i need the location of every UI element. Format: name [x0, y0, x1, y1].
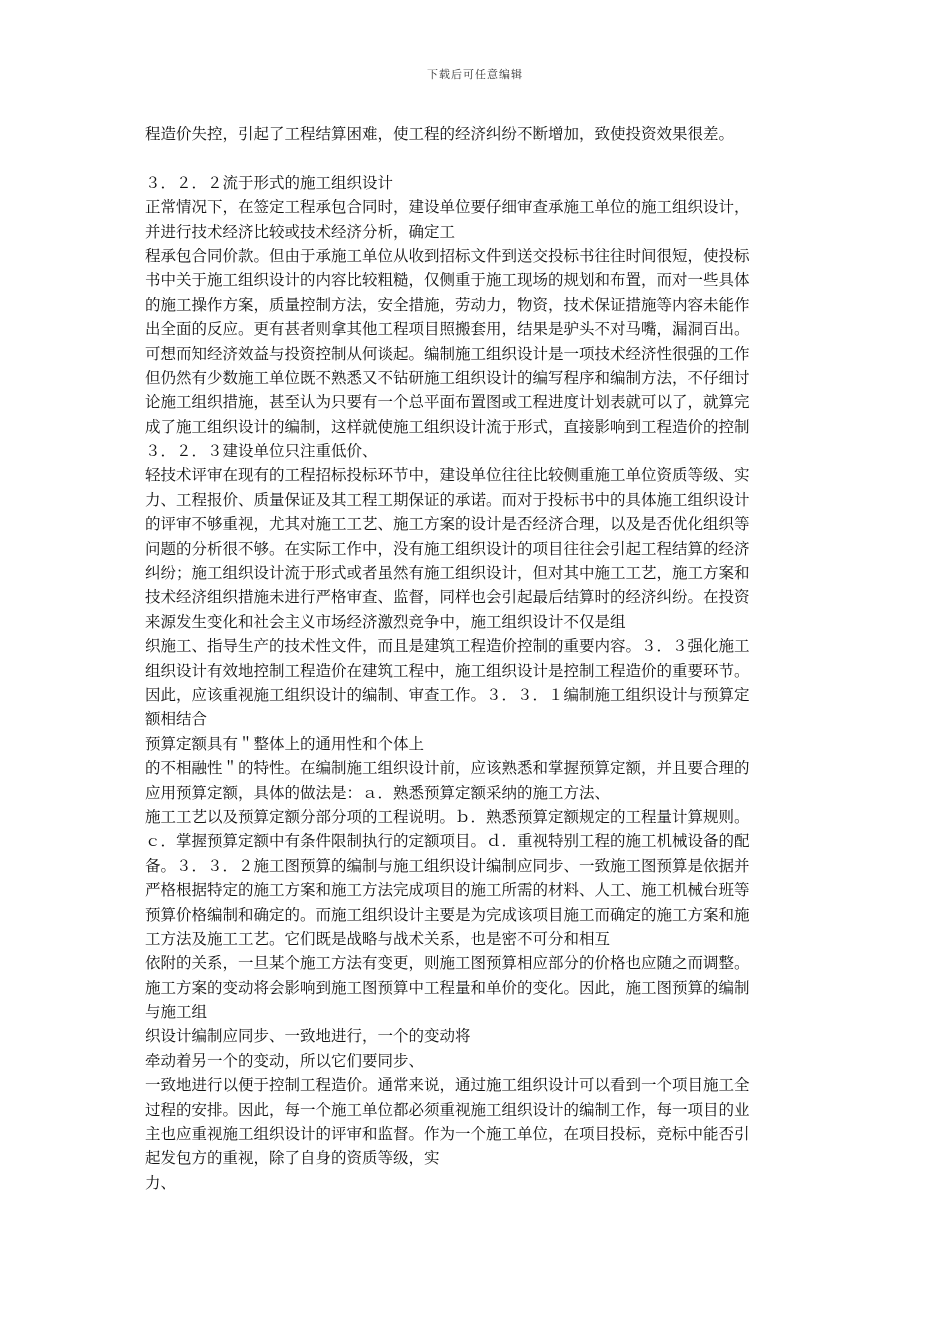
text-line: ３．２．２流于形式的施工组织设计 — [145, 173, 394, 192]
text-line: 备。３．３．２施工图预算的编制与施工组织设计编制应同步、一致施工图预算是依据并 — [145, 856, 750, 875]
text-line: 书中关于施工组织设计的内容比较粗糙，仅侧重于施工现场的规划和布置，而对一些具体 — [145, 271, 750, 290]
page-header: 下载后可任意编辑 — [427, 68, 523, 81]
text-line: 牵动着另一个的变动，所以它们要同步、 — [145, 1051, 425, 1070]
text-line: 依附的关系，一旦某个施工方法有变更，则施工图预算相应部分的价格也应随之而调整。 — [145, 954, 750, 973]
text-line: 程承包合同价款。但由于承施工单位从收到招标文件到送交投标书往往时间很短，使投标 — [145, 246, 750, 265]
text-line: ３．２．３建设单位只注重低价、 — [145, 442, 378, 461]
text-line: 轻技术评审在现有的工程招标投标环节中，建设单位往往比较侧重施工单位资质等级、实 — [145, 466, 750, 485]
text-line: 组织设计有效地控制工程造价在建筑工程中，施工组织设计是控制工程造价的重要环节。 — [145, 661, 750, 680]
text-line: ｃ．掌握预算定额中有条件限制执行的定额项目。ｄ．重视特别工程的施工机械设备的配 — [145, 832, 750, 851]
text-line: 力、工程报价、质量保证及其工程工期保证的承诺。而对于投标书中的具体施工组织设计 — [145, 490, 750, 509]
text-line: 成了施工组织设计的编制，这样就使施工组织设计流于形式，直接影响到工程造价的控制 — [145, 417, 750, 436]
text-line: 并进行技术经济比较或技术经济分析，确定工 — [145, 222, 456, 241]
text-line: 严格根据特定的施工方案和施工方法完成项目的施工所需的材料、人工、施工机械台班等 — [145, 881, 750, 900]
text-line: 来源发生变化和社会主义市场经济激烈竞争中，施工组织设计不仅是组 — [145, 612, 626, 631]
text-line: 织施工、指导生产的技术性文件，而且是建筑工程造价控制的重要内容。３．３强化施工 — [145, 637, 750, 656]
text-line: 工方法及施工工艺。它们既是战略与战术关系，也是密不可分和相互 — [145, 929, 611, 948]
text-line: 织设计编制应同步、一致地进行，一个的变动将 — [145, 1027, 471, 1046]
text-line: 应用预算定额，具体的做法是：ａ．熟悉预算定额采纳的施工方法、 — [145, 783, 611, 802]
text-line: 论施工组织措施，甚至认为只要有一个总平面布置图或工程进度计划表就可以了，就算完 — [145, 393, 750, 412]
text-line: 的不相融性＂的特性。在编制施工组织设计前，应该熟悉和掌握预算定额，并且要合理的 — [145, 759, 750, 778]
document-body — [145, 122, 815, 1195]
text-line: 主也应重视施工组织设计的评审和监督。作为一个施工单位，在项目投标，竞标中能否引 — [145, 1125, 750, 1144]
text-line: 正常情况下，在签定工程承包合同时，建设单位要仔细审查承施工单位的施工组织设计， — [145, 198, 750, 217]
text-line: 额相结合 — [145, 710, 208, 729]
text-line: 程造价失控，引起了工程结算困难，使工程的经济纠纷不断增加，致使投资效果很差。 — [145, 125, 735, 143]
text-line: 技术经济组织措施未进行严格审查、监督，同样也会引起最后结算时的经济纠纷。在投资 — [145, 588, 750, 607]
text-line: 的施工操作方案，质量控制方法，安全措施，劳动力，物资，技术保证措施等内容未能作 — [145, 295, 750, 314]
text-line: 的评审不够重视，尤其对施工工艺、施工方案的设计是否经济合理，以及是否优化组织等 — [145, 515, 750, 534]
text-line: 预算定额具有＂整体上的通用性和个体上 — [145, 734, 425, 753]
text-line: 出全面的反应。更有甚者则拿其他工程项目照搬套用，结果是驴头不对马嘴，漏洞百出。 — [145, 320, 750, 339]
text-line: 问题的分析很不够。在实际工作中，没有施工组织设计的项目往往会引起工程结算的经济 — [145, 539, 750, 558]
text-line: 力、 — [145, 1173, 177, 1192]
text-line: 与施工组 — [145, 1003, 208, 1022]
text-line: 预算价格编制和确定的。而施工组织设计主要是为完成该项目施工而确定的施工方案和施 — [145, 905, 750, 924]
text-line: 施工工艺以及预算定额分部分项的工程说明。ｂ．熟悉预算定额规定的工程量计算规则。 — [145, 807, 750, 826]
text-line: 一致地进行以便于控制工程造价。通常来说，通过施工组织设计可以看到一个项目施工全 — [145, 1076, 750, 1095]
text-line: 但仍然有少数施工单位既不熟悉又不钻研施工组织设计的编写程序和编制方法，不仔细讨 — [145, 368, 750, 387]
text-line: 纠纷；施工组织设计流于形式或者虽然有施工组织设计，但对其中施工工艺，施工方案和 — [145, 564, 750, 583]
text-line: 可想而知经济效益与投资控制从何谈起。编制施工组织设计是一项技术经济性很强的工作 — [145, 344, 750, 363]
paragraph-gap — [145, 146, 815, 170]
text-line: 起发包方的重视，除了自身的资质等级，实 — [145, 1149, 440, 1168]
text-line: 过程的安排。因此，每一个施工单位都必须重视施工组织设计的编制工作，每一项目的业 — [145, 1100, 750, 1119]
text-line: 因此，应该重视施工组织设计的编制、审查工作。３．３．１编制施工组织设计与预算定 — [145, 685, 750, 704]
text-line: 施工方案的变动将会影响到施工图预算中工程量和单价的变化。因此，施工图预算的编制 — [145, 978, 750, 997]
